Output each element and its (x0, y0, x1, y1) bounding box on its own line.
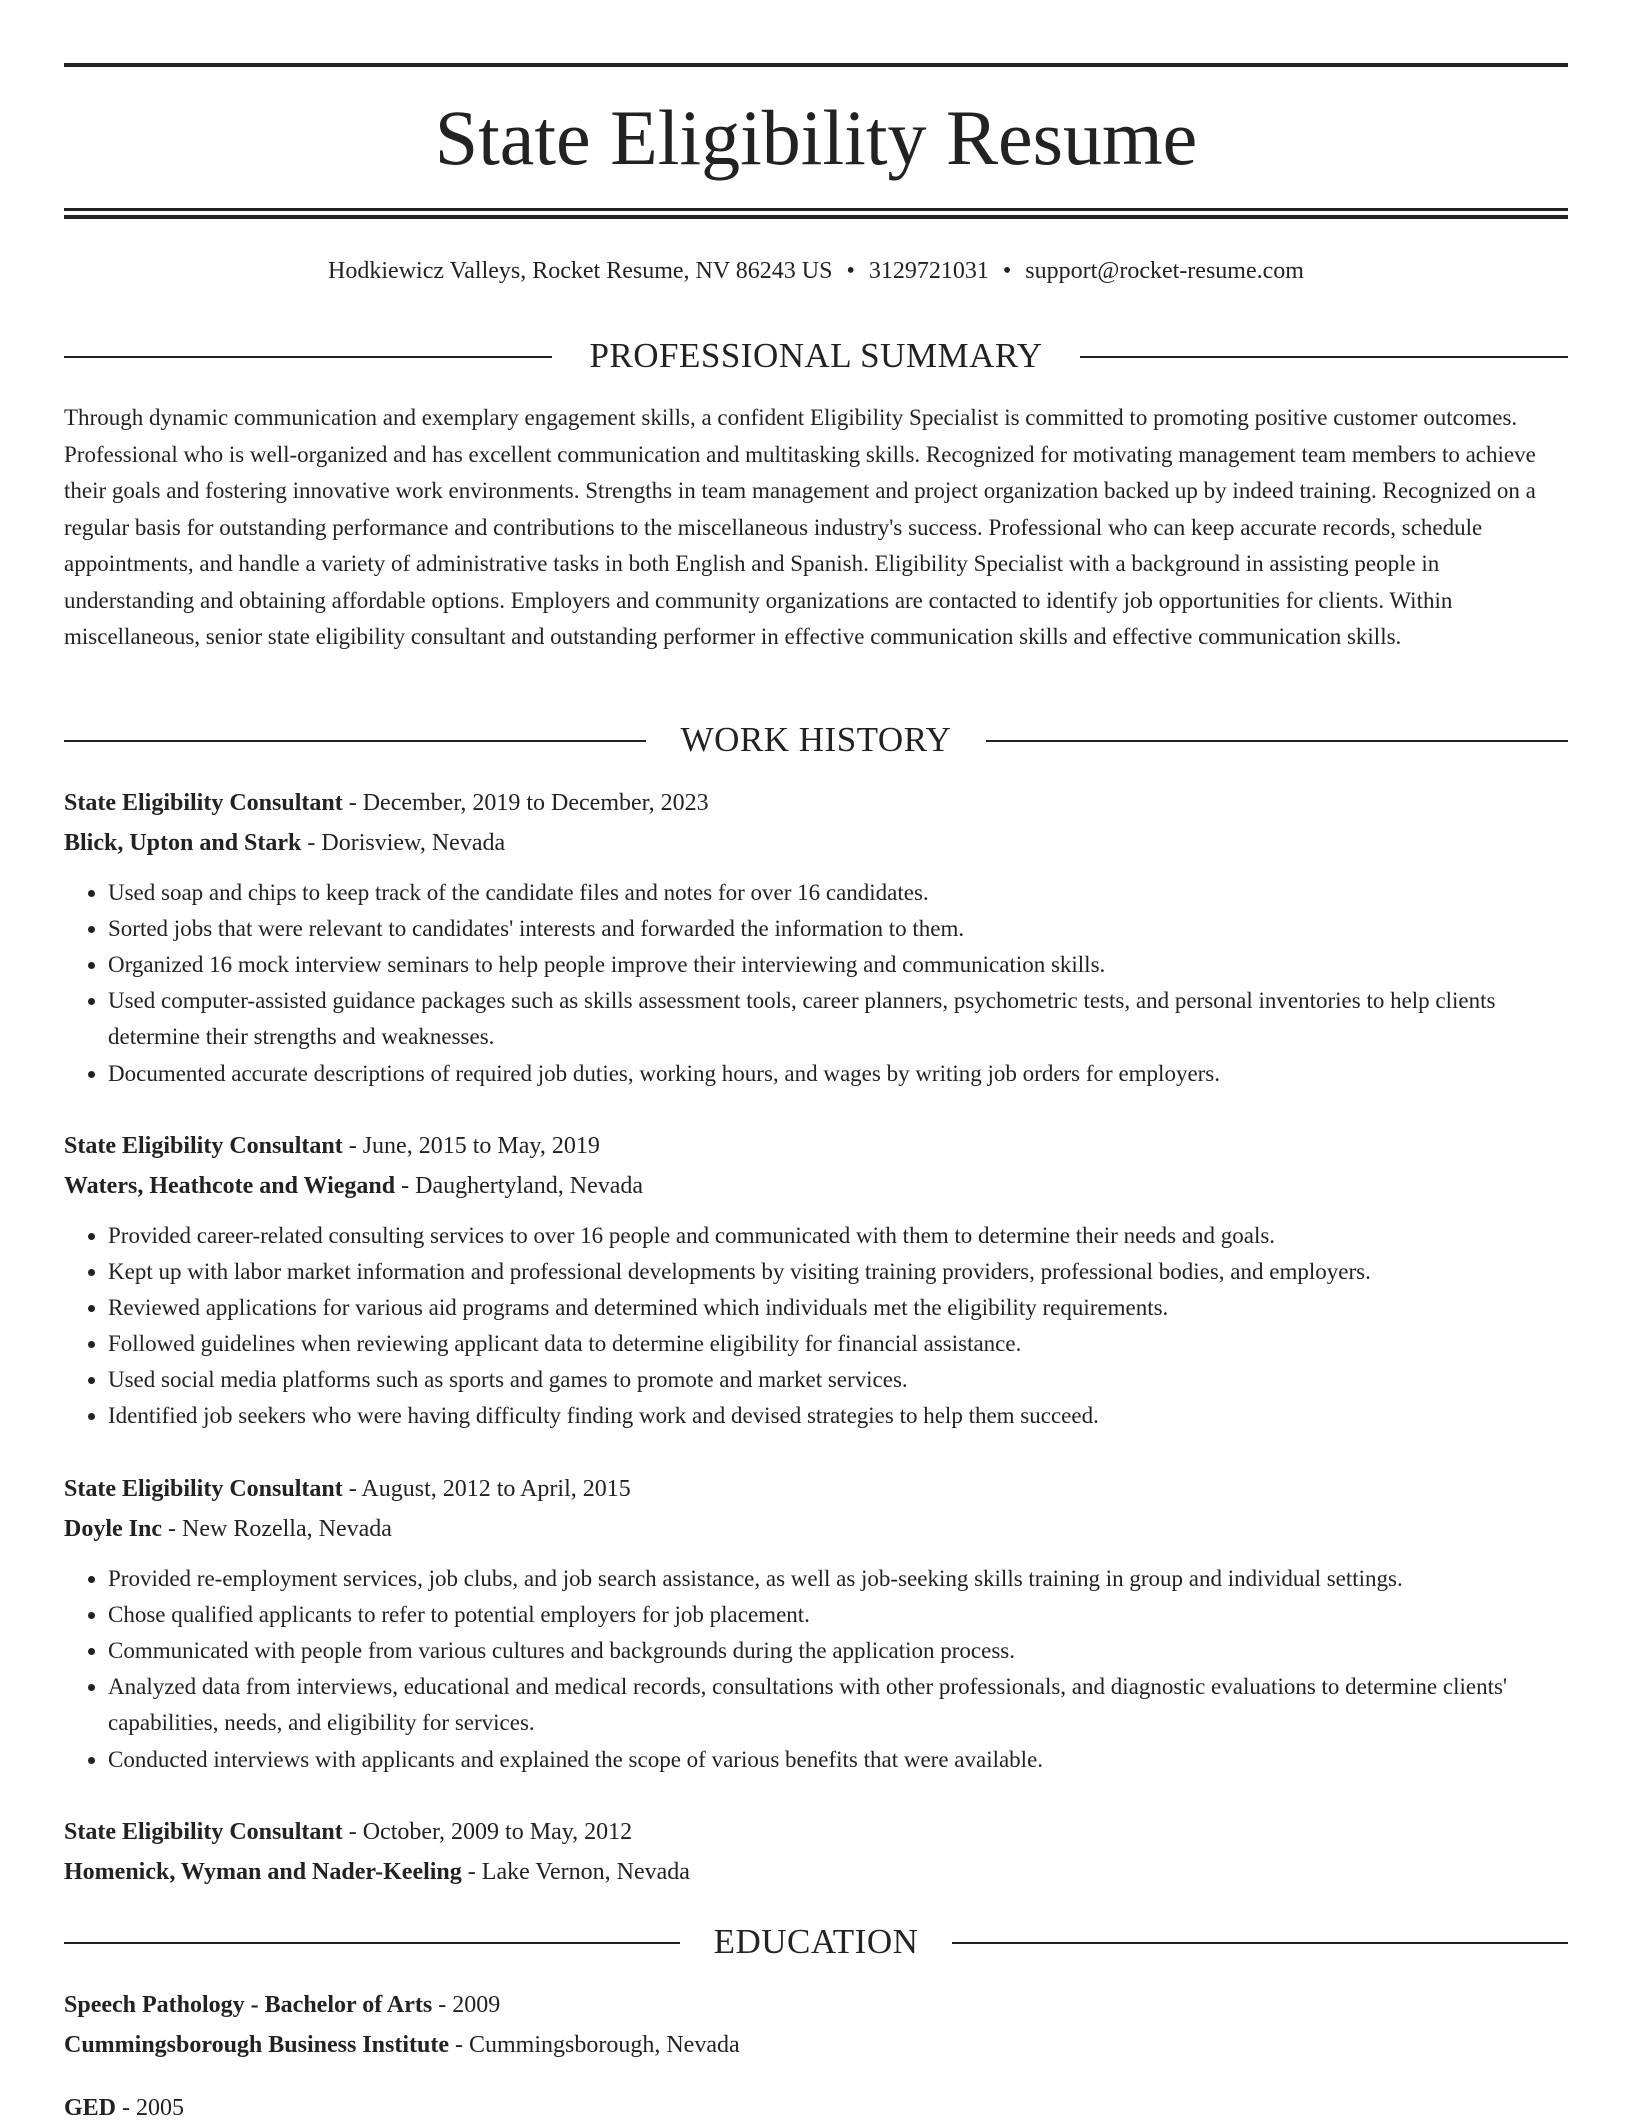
job-dash: - (342, 790, 363, 816)
education-school: Cummingsborough Business Institute (64, 2032, 449, 2058)
job-bullet: • Sorted jobs that were relevant to candidates' interests and forwarded the information to them. (108, 911, 1568, 947)
education-section-header (64, 1920, 1568, 1964)
work-heading: WORK HISTORY (680, 720, 952, 759)
contact-address: Hodkiewicz Valleys, Rocket Resume, NV 86243 US (328, 258, 833, 284)
job-bullet: • Kept up with labor market information and professional developments by visiting training providers, professional bodies, and employers. (108, 1254, 1568, 1290)
job-title-line (64, 1812, 1568, 1852)
education-degree: Speech Pathology - Bachelor of Arts (64, 1992, 433, 2018)
education-heading: EDUCATION (713, 1922, 919, 1961)
education-dash: - (116, 2095, 137, 2121)
education-degree-line (64, 2088, 1568, 2128)
job-title-line (64, 1469, 1568, 1509)
job-entry (64, 1812, 1568, 1892)
job-dash: - (301, 830, 322, 856)
job-bullet: • Analyzed data from interviews, educational and medical records, consultations with other professionals, and diagnostic evaluations to determine clients' capabilities, needs, and eligibility for services. (108, 1669, 1568, 1741)
work-section-header (64, 718, 1568, 762)
contact-email[interactable]: support@rocket-resume.com (1025, 258, 1304, 284)
section-rule-right (952, 1942, 1568, 1944)
job-title: State Eligibility Consultant (64, 1476, 343, 1502)
job-company: Homenick, Wyman and Nader-Keeling (64, 1859, 462, 1885)
job-title: State Eligibility Consultant (64, 1133, 343, 1159)
job-dates: October, 2009 to May, 2012 (362, 1819, 633, 1845)
job-bullet: • Organized 16 mock interview seminars to help people improve their interviewing and communication skills. (108, 947, 1568, 983)
job-bullet: • Chose qualified applicants to refer to potential employers for job placement. (108, 1597, 1568, 1633)
job-bullets (64, 1561, 1568, 1778)
contact-phone: 3129721031 (868, 258, 989, 284)
section-rule-right (986, 740, 1568, 742)
header-double-rule (64, 208, 1568, 219)
education-entry (64, 1985, 1568, 2065)
job-bullet: • Documented accurate descriptions of required job duties, working hours, and wages by writing job orders for employers. (108, 1056, 1568, 1092)
job-title-line (64, 1126, 1568, 1166)
job-dash: - (395, 1173, 416, 1199)
job-bullet: • Used soap and chips to keep track of the candidate files and notes for over 16 candidates. (108, 875, 1568, 911)
summary-section-header (64, 334, 1568, 378)
education-year: 2005 (136, 2095, 185, 2121)
summary-text: Through dynamic communication and exemplary engagement skills, a confident Eligibility Specialist is committed to promoting positive customer outcomes. Professional who is well-organized and has excellent communication and multitasking skills. Recognized for motivating management team members to achieve their goals and fostering innovative work environments. Strengths in team management and project organization backed up by indeed training. Recognized on a regular basis for outstanding performance and contributions to the miscellaneous industry's success. Professional who can keep accurate records, schedule appointments, and handle a variety of administrative tasks in both English and Spanish. Eligibility Specialist with a background in assisting people in understanding and obtaining affordable options. Employers and community organizations are contacted to identify job opportunities for clients. Within miscellaneous, senior state eligibility consultant and outstanding performer in effective communication skills and effective communication skills. (64, 405, 1536, 649)
job-bullet: • Used social media platforms such as sports and games to promote and market services. (108, 1362, 1568, 1398)
job-bullet: • Used computer-assisted guidance packages such as skills assessment tools, career planners, psychometric tests, and personal inventories to help clients determine their strengths and weaknesses. (108, 983, 1568, 1055)
job-bullet: • Reviewed applications for various aid programs and determined which individuals met the eligibility requirements. (108, 1290, 1568, 1326)
job-entry (64, 1126, 1568, 1434)
job-bullet: • Provided career-related consulting services to over 16 people and communicated with them to determine their needs and goals. (108, 1218, 1568, 1254)
job-dash: - (342, 1819, 363, 1845)
job-entry (64, 783, 1568, 1092)
job-title: State Eligibility Consultant (64, 790, 343, 816)
summary-heading: PROFESSIONAL SUMMARY (589, 336, 1043, 375)
job-dates: August, 2012 to April, 2015 (361, 1476, 631, 1502)
job-bullet: • Identified job seekers who were having difficulty finding work and devised strategies to help them succeed. (108, 1398, 1568, 1434)
header-top-rule (64, 63, 1568, 67)
contact-separator: • (1002, 258, 1012, 284)
education-year: 2009 (452, 1992, 501, 2018)
job-bullets (64, 1218, 1568, 1434)
job-dash: - (342, 1476, 362, 1502)
section-rule-right (1080, 356, 1568, 358)
job-title-line (64, 783, 1568, 823)
job-bullets (64, 875, 1568, 1092)
job-dates: June, 2015 to May, 2019 (362, 1133, 600, 1159)
job-company-line (64, 1509, 1568, 1549)
job-bullet: • Conducted interviews with applicants and explained the scope of various benefits that were available. (108, 1742, 1568, 1778)
education-school-line (64, 2025, 1568, 2065)
job-bullet: • Provided re-employment services, job clubs, and job search assistance, as well as job-seeking skills training in group and individual settings. (108, 1561, 1568, 1597)
job-dates: December, 2019 to December, 2023 (362, 790, 709, 816)
education-location: Cummingsborough, Nevada (469, 2032, 740, 2058)
contact-line (64, 254, 1568, 288)
job-entry (64, 1469, 1568, 1778)
job-dash: - (461, 1859, 482, 1885)
job-company: Blick, Upton and Stark (64, 830, 302, 856)
job-bullet: • Followed guidelines when reviewing applicant data to determine eligibility for financial assistance. (108, 1326, 1568, 1362)
job-company-line (64, 1852, 1568, 1892)
job-dash: - (342, 1133, 363, 1159)
resume-title: State Eligibility Resume (434, 94, 1198, 181)
contact-separator: • (846, 258, 855, 284)
job-dash: - (162, 1516, 182, 1542)
education-entry (64, 2088, 1568, 2128)
job-company-line (64, 823, 1568, 863)
job-company-line (64, 1166, 1568, 1206)
education-dash: - (432, 1992, 453, 2018)
job-location: Lake Vernon, Nevada (481, 1859, 690, 1885)
job-title: State Eligibility Consultant (64, 1819, 343, 1845)
education-dash: - (449, 2032, 469, 2058)
job-location: Daughertyland, Nevada (415, 1173, 644, 1199)
job-location: New Rozella, Nevada (182, 1516, 392, 1542)
education-degree-line (64, 1985, 1568, 2025)
job-company: Waters, Heathcote and Wiegand (64, 1173, 396, 1199)
job-company: Doyle Inc (64, 1516, 162, 1542)
education-degree: GED (64, 2095, 117, 2121)
job-location: Dorisview, Nevada (321, 830, 506, 856)
job-bullet: • Communicated with people from various cultures and backgrounds during the application process. (108, 1633, 1568, 1669)
